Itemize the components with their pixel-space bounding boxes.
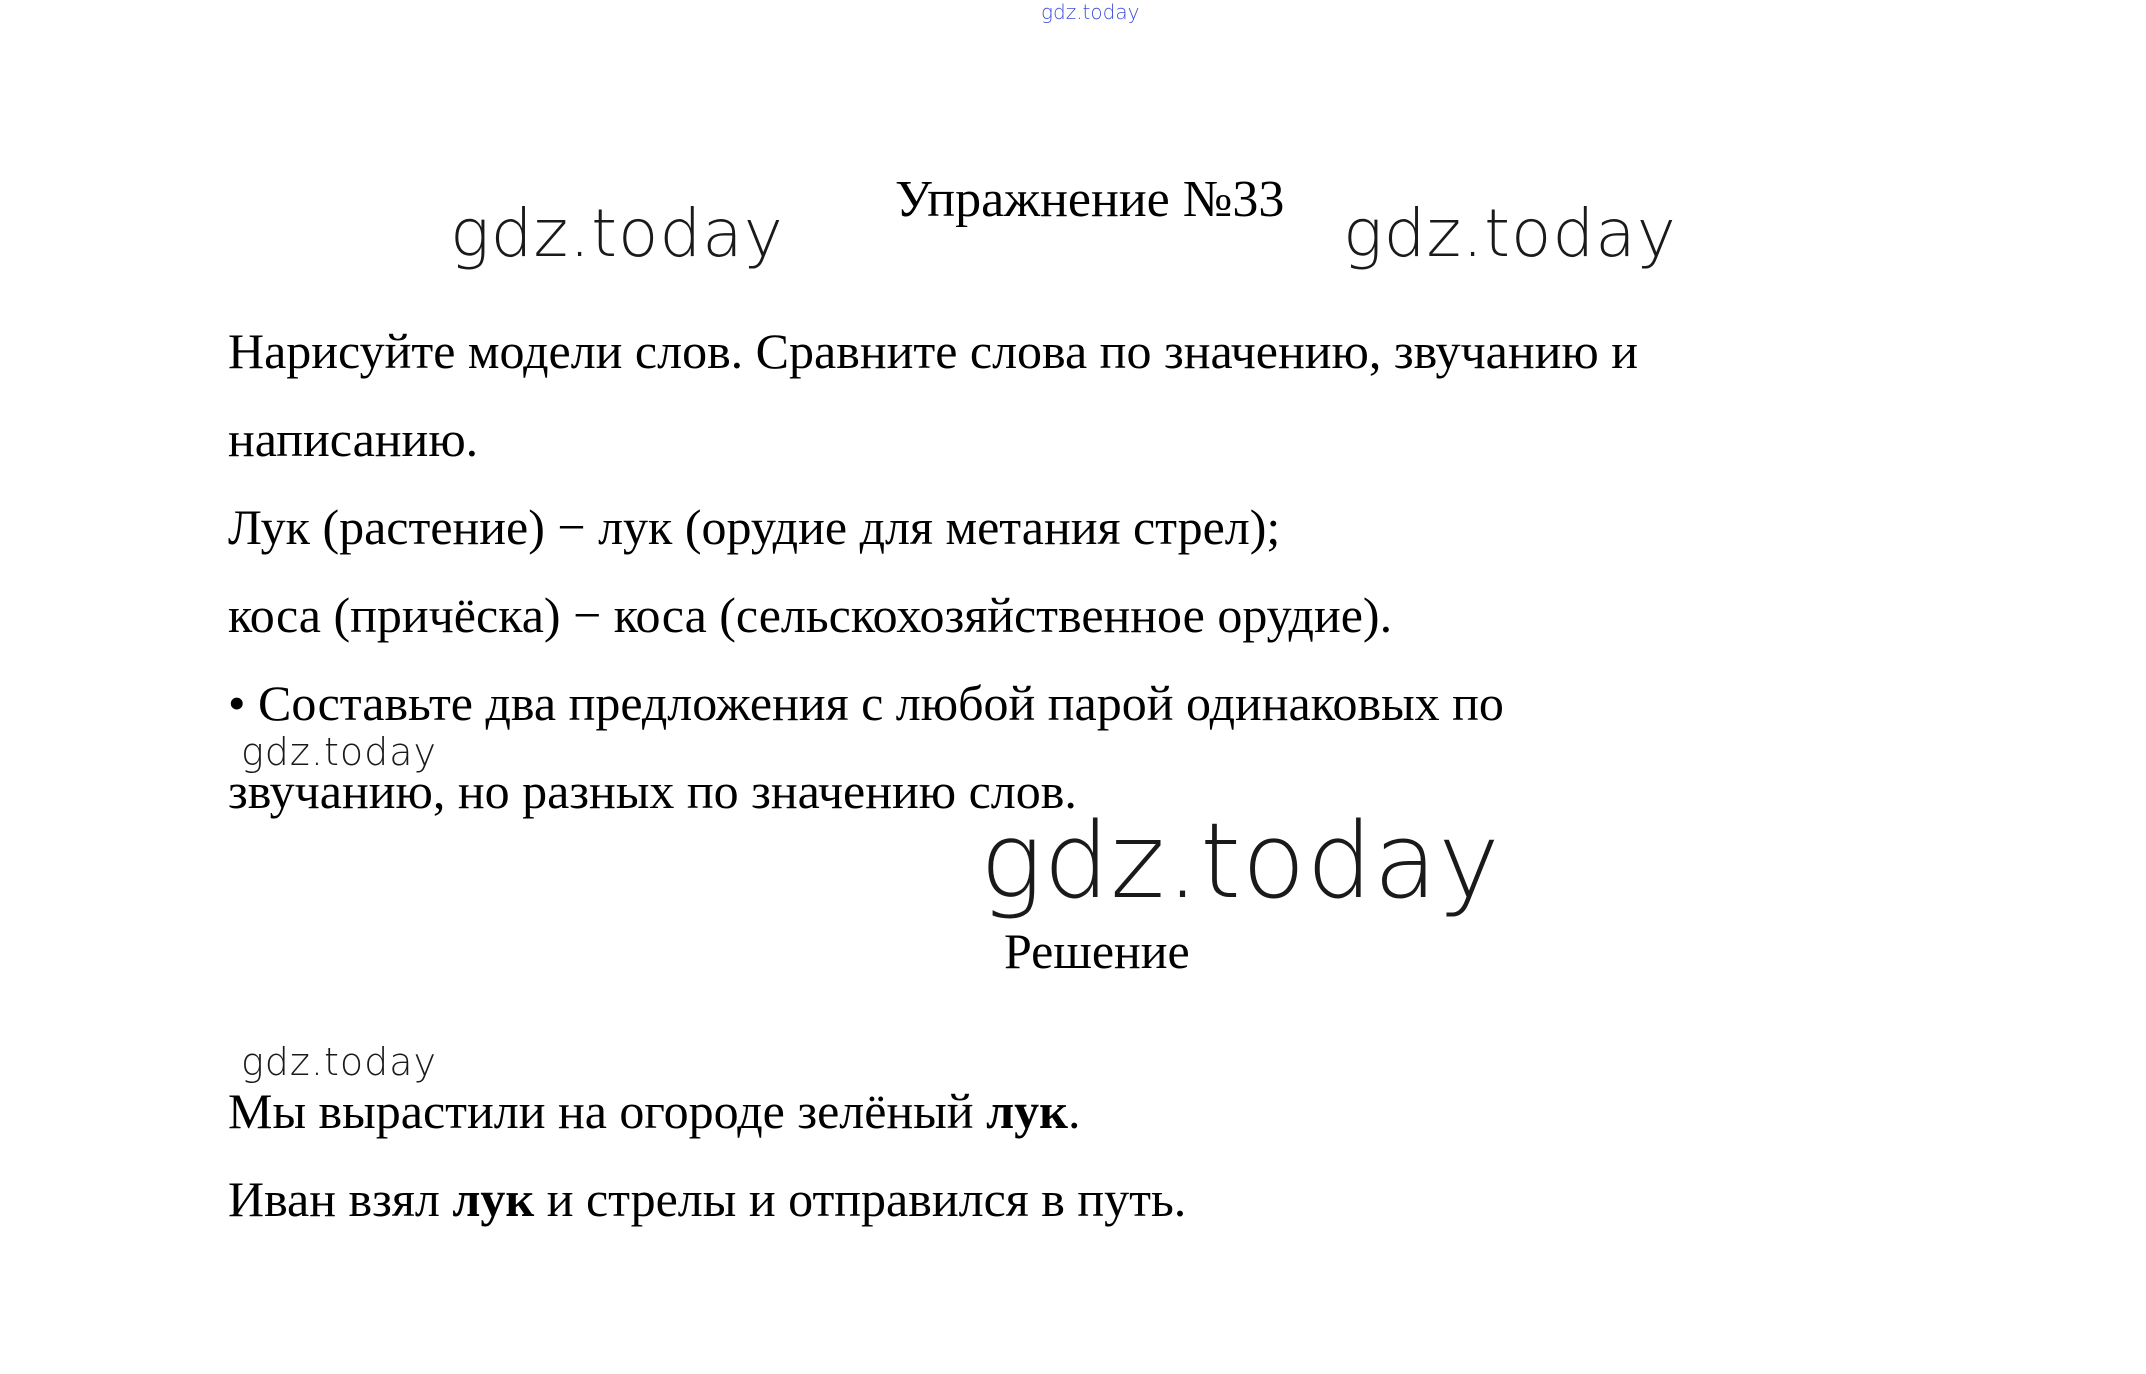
exercise-title: Упражнение №33 [895, 171, 1285, 228]
watermark-small: gdz.today [241, 730, 437, 774]
watermark-large-left: gdz.today [450, 195, 784, 272]
watermark-xl: gdz.today [980, 800, 1501, 922]
sentence-keyword: лук [452, 1171, 535, 1227]
watermark-small: gdz.today [241, 1040, 437, 1084]
solution-sentence [228, 1082, 1080, 1140]
exercise-line: звучанию, но разных по значению слов. [228, 763, 1077, 819]
sentence-text: Мы вырастили на огороде зелёный [228, 1083, 987, 1139]
sentence-text: Иван взял [228, 1171, 453, 1227]
watermark-top: gdz.today [1041, 0, 1140, 24]
sentence-keyword: лук [986, 1083, 1068, 1139]
exercise-line: Нарисуйте модели слов. Сравните слова по значению, звучанию и [228, 323, 1638, 379]
sentence-text: . [1067, 1083, 1081, 1139]
exercise-line: написанию. [228, 411, 479, 467]
exercise-line: • Составьте два предложения с любой парой одинаковых по [228, 675, 1504, 731]
exercise-line: Лук (растение) − лук (орудие для метания стрел); [228, 499, 1281, 555]
exercise-line: коса (причёска) − коса (сельскохозяйственное орудие). [228, 587, 1393, 643]
sentence-text: и стрелы и отправился в путь. [534, 1171, 1187, 1227]
solution-sentence [228, 1170, 1186, 1228]
watermark-large-right: gdz.today [1343, 195, 1677, 272]
solution-title: Решение [1004, 923, 1190, 979]
